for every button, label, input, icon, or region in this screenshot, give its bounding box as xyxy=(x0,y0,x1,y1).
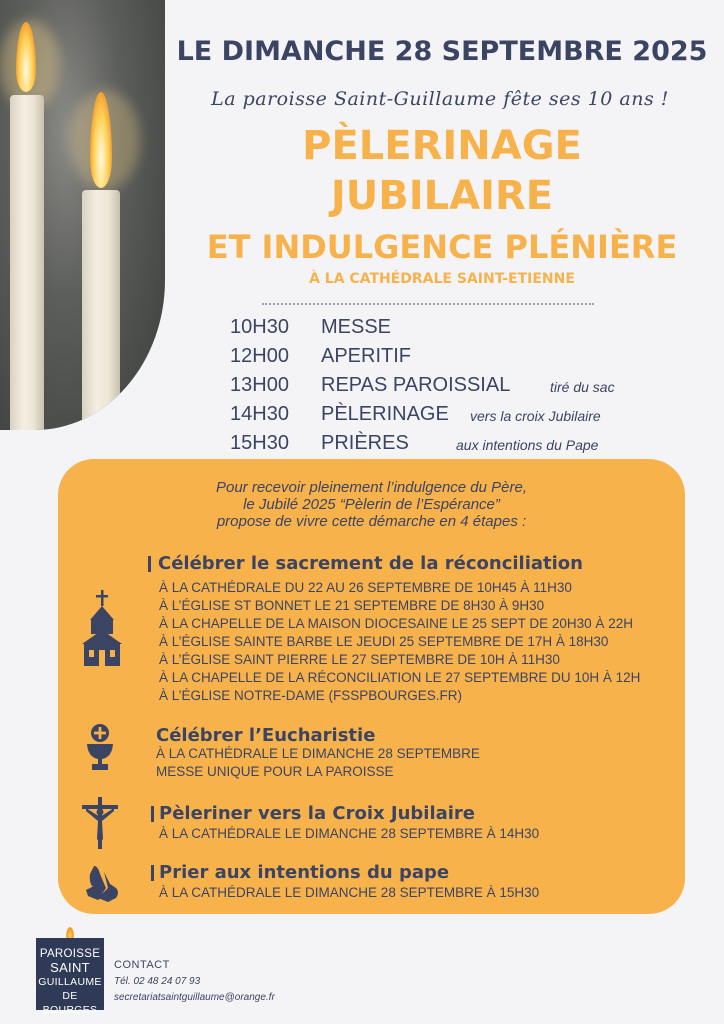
step-line: À L’ÉGLISE SAINT PIERRE LE 27 SEPTEMBRE DE 10H À 11H30 xyxy=(159,652,560,667)
schedule-activity: PÈLERINAGE xyxy=(321,403,449,425)
contact-block xyxy=(114,959,275,1003)
title-line-1: PÈLERINAGE xyxy=(302,123,582,169)
schedule-activity: APERITIF xyxy=(321,345,412,367)
step-line: À LA CATHÉDRALE LE DIMANCHE 28 SEPTEMBRE À 15H30 xyxy=(159,885,540,900)
intro-line: Pour recevoir pleinement l’indulgence du Père, xyxy=(215,479,527,496)
schedule-note: tiré du sac xyxy=(550,379,615,395)
main-title xyxy=(170,124,714,218)
contact-label: CONTACT xyxy=(114,959,170,971)
schedule-row xyxy=(230,312,650,341)
step-marker xyxy=(148,556,151,572)
location: À LA CATHÉDRALE SAINT-ETIENNE xyxy=(309,271,575,287)
logo-line: SAINT xyxy=(50,960,90,975)
praying-hands-icon xyxy=(86,864,120,902)
event-date: LE DIMANCHE 28 SEPTEMBRE 2025 xyxy=(176,36,708,67)
parish-logo xyxy=(36,938,104,1016)
step-details xyxy=(156,745,480,781)
logo-line: DE BOURGES xyxy=(42,990,98,1016)
candles-photo xyxy=(0,0,165,430)
step-line: À LA CATHÉDRALE LE DIMANCHE 28 SEPTEMBRE À 14H30 xyxy=(159,826,540,841)
step-title: Célébrer l’Eucharistie xyxy=(156,725,376,746)
steps-panel xyxy=(58,459,685,914)
step-details xyxy=(159,825,539,843)
anniversary-subtitle: La paroisse Saint-Guillaume fête ses 10 ans ! xyxy=(211,88,669,110)
step-line: À L’ÉGLISE ST BONNET LE 21 SEPTEMBRE DE 8H30 À 9H30 xyxy=(159,598,545,613)
step-line: MESSE UNIQUE POUR LA PAROISSE xyxy=(156,764,394,779)
schedule-activity: MESSE xyxy=(321,316,392,338)
step-marker xyxy=(151,865,154,881)
schedule-activity: PRIÈRES xyxy=(321,432,409,454)
chalice-icon xyxy=(86,724,114,772)
step-line: À L’ÉGLISE SAINTE BARBE LE JEUDI 25 SEPTEMBRE DE 17H À 18H30 xyxy=(159,634,609,649)
title-line-2: JUBILAIRE xyxy=(330,173,554,219)
logo-line: GUILLAUME xyxy=(38,976,102,988)
step-line: À LA CATHÉDRALE LE DIMANCHE 28 SEPTEMBRE xyxy=(156,746,480,761)
step-details xyxy=(159,579,640,705)
contact-phone: Tél. 02 48 24 07 93 xyxy=(114,976,201,987)
schedule xyxy=(230,312,650,457)
dotted-divider xyxy=(262,303,594,305)
step-line: À LA CHAPELLE DE LA MAISON DIOCESAINE LE 25 SEPT DE 20H30 À 22H xyxy=(159,616,633,631)
schedule-time: 14H30 xyxy=(230,403,289,425)
contact-email[interactable]: secretariatsaintguillaume@orange.fr xyxy=(114,992,275,1003)
schedule-time: 15H30 xyxy=(230,432,289,454)
schedule-row xyxy=(230,399,650,428)
schedule-time: 10H30 xyxy=(230,316,289,338)
schedule-time: 13H00 xyxy=(230,374,289,396)
step-title: Pèleriner vers la Croix Jubilaire xyxy=(159,803,476,824)
step-line: À LA CHAPELLE DE LA RÉCONCILIATION LE 27 SEPTEMBRE DU 10H À 12H xyxy=(159,670,641,685)
logo-line: PAROISSE xyxy=(39,948,101,960)
title-line-3: ET INDULGENCE PLÉNIÈRE xyxy=(206,228,678,266)
schedule-time: 12H00 xyxy=(230,345,289,367)
step-title: Célébrer le sacrement de la réconciliation xyxy=(158,553,583,574)
schedule-note: aux intentions du Pape xyxy=(456,437,599,453)
step-title: Prier aux intentions du pape xyxy=(159,862,450,883)
crucifix-icon xyxy=(82,797,118,849)
candle-right xyxy=(82,190,120,430)
schedule-activity: REPAS PAROISSIAL xyxy=(321,374,511,396)
intro-line: le Jubilé 2025 “Pèlerin de l’Espérance” xyxy=(243,496,500,513)
church-icon xyxy=(82,590,122,668)
step-line: À LA CATHÉDRALE DU 22 AU 26 SEPTEMBRE DE 10H45 À 11H30 xyxy=(159,580,572,595)
schedule-note: vers la croix Jubilaire xyxy=(470,408,601,424)
intro-line: propose de vivre cette démarche en 4 étapes : xyxy=(216,513,527,530)
step-details xyxy=(159,884,539,902)
schedule-row xyxy=(230,341,650,370)
panel-intro xyxy=(58,479,685,530)
candle-left xyxy=(10,95,44,430)
schedule-row xyxy=(230,370,650,399)
step-marker xyxy=(151,806,154,822)
step-line: À L’ÉGLISE NOTRE-DAME (FSSPBOURGES.FR) xyxy=(159,688,463,703)
schedule-row xyxy=(230,428,650,457)
